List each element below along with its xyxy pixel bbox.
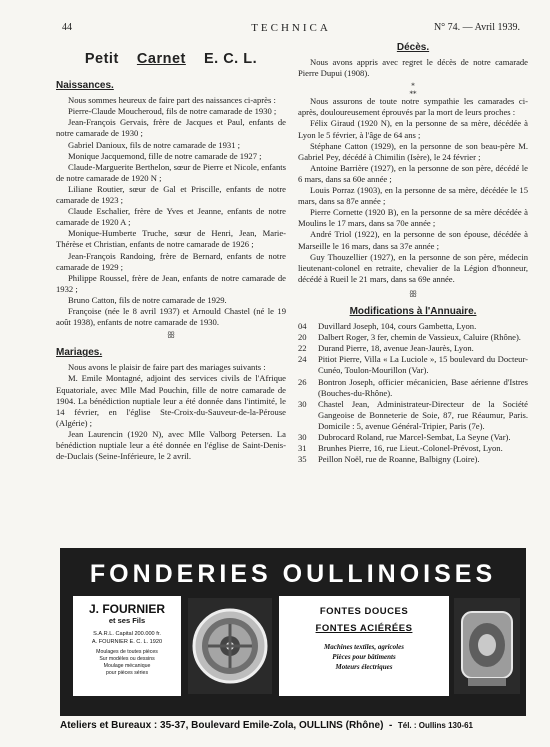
title-part-3: E. C. L.	[203, 51, 258, 67]
ad-title: FONDERIES OULLINOISES	[89, 560, 497, 588]
page-header	[62, 22, 520, 36]
birth-entry: Bruno Catton, fils de notre camarade de 1929.	[68, 294, 227, 305]
company-name: J. FOURNIER	[88, 602, 165, 616]
list-item	[298, 354, 528, 376]
modifications-heading: Modifications à l'Annuaire.	[349, 305, 477, 317]
promo-number: 31	[298, 443, 307, 454]
birth-entry: Claude-Marguerite Berthelon, sœur de Pierre et Nicole, enfants de notre camarade de 1920 N ;	[56, 161, 286, 183]
use-line: Pièces pour bâtiments	[332, 653, 396, 661]
address-text: Durand Pierre, 18, avenue Jean-Jaurès, Lyon.	[318, 343, 474, 354]
list-item	[298, 399, 528, 432]
address-text: Duvillard Joseph, 104, cours Gambetta, Lyon.	[318, 321, 477, 332]
advertisement	[60, 548, 526, 716]
promo-number: 22	[298, 343, 307, 354]
naissances-heading: Naissances.	[56, 80, 114, 92]
specialty-line: pour pièces séries	[105, 670, 149, 676]
deces-sympathie: Nous assurons de toute notre sympathie les camarades ci-après, douloureusement éprouvés par la mort de leurs proches :	[298, 96, 528, 118]
product-line-2: FONTES ACIÉRÉES	[315, 623, 413, 634]
death-entry: Antoine Barrière (1927), en la personne de son père, décédé le 6 mars, dans sa 60e année ;	[298, 162, 528, 184]
specialties-list	[73, 649, 181, 677]
birth-entry: Liliane Routier, sœur de Gal et Priscille, enfants de notre camarade de 1923 ;	[56, 183, 286, 206]
use-line: Moteurs électriques	[335, 663, 393, 671]
mariages-heading: Mariages.	[56, 347, 103, 359]
company-capital: S.A.R.L. Capital 200.000 fr.	[93, 631, 161, 637]
promo-number: 26	[298, 376, 307, 387]
uses-list	[279, 642, 449, 672]
death-entry: André Triol (1922), en la personne de son épouse, décédée à Marseille le 16 mars, dans sa 37e année ;	[298, 229, 528, 251]
birth-entry: Jean-François Randoing, frère de Bernard, enfants de notre camarade de 1929 ;	[56, 250, 286, 272]
list-item	[298, 432, 528, 443]
promo-number: 04	[298, 321, 307, 332]
death-entry: Pierre Cornette (1920 B), en la personne de sa mère décédée à Moulins le 17 mars, dans sa 70e année ;	[298, 207, 528, 229]
birth-entry: Gabriel Danioux, fils de notre camarade de 1931 ;	[68, 139, 241, 150]
birth-entry: Claude Eschalier, frère de Yves et Jeanne, enfants de notre camarade de 1920 A ;	[56, 206, 286, 228]
address-text: Pitiot Pierre, Villa « La Luciole », 15 boulevard du Docteur-Cunéo, Toulon-Mourillon (Var).	[318, 354, 528, 376]
birth-entry: Philippe Roussel, frère de Jean, enfants de notre camarade de 1932 ;	[56, 272, 286, 294]
ad-footer: Ateliers et Bureaux : 35-37, Boulevard Emile-Zola, OULLINS (Rhône) - Tél. : Oullins 130-61	[60, 720, 473, 731]
address-text: Dubrocard Roland, rue Marcel-Sembat, La Seyne (Var).	[318, 432, 511, 442]
death-entry: Stéphane Catton (1929), en la personne de son beau-père M. Gabriel Pey, décédé à Chimilin (Isère), le 24 février ;	[298, 140, 528, 162]
birth-entry: Jean-François Gervais, frère de Jacques et Paul, enfants de notre camarade de 1930 ;	[56, 117, 286, 139]
left-column	[56, 42, 286, 462]
ad-telephone: Tél. : Oullins 130-61	[397, 721, 473, 730]
death-entry: Guy Thouzellier (1927), en la personne de son père, médecin lieutenant-colonel en retraite, chevalier de la Légion d'honneur, décédé à Rueil le 21 mars, dans sa 69e année.	[298, 251, 528, 284]
company-subtitle: et ses Fils	[108, 616, 146, 625]
issue-label: N° 74. — Avril 1939.	[433, 22, 520, 33]
company-member: A. FOURNIER E. C. L. 1920	[91, 639, 163, 645]
naissances-intro: Nous sommes heureux de faire part des naissances ci-après :	[68, 95, 276, 106]
specialty-line: Moulages de toutes pièces	[96, 649, 158, 655]
modifications-list	[298, 321, 528, 465]
list-item	[298, 321, 528, 332]
promo-number: 20	[298, 332, 307, 343]
birth-entry: Françoise (née le 8 avril 1937) et Arnould Chastel (né le 19 août 1938), enfants de notre camarade de 1930.	[56, 305, 286, 328]
right-column	[298, 42, 528, 465]
page-title	[56, 51, 286, 67]
deces-heading: Décès.	[396, 42, 430, 53]
address-text: Dalbert Roger, 3 fer, chemin de Vassieux, Caluire (Rhône).	[318, 332, 521, 343]
list-item	[298, 454, 528, 465]
ornament-icon: ꕥ	[408, 288, 418, 299]
list-item	[298, 377, 528, 399]
page-number: 44	[62, 22, 72, 33]
asterism-icon: ⁎ ⁎⁎	[409, 80, 417, 97]
address-text: Bontron Joseph, officier mécanicien, Base aérienne d'Istres (Bouches-du-Rhône).	[318, 376, 528, 398]
promo-number: 24	[298, 354, 307, 365]
ornament-icon: ꕥ	[166, 330, 176, 341]
specialty-line: Sur modèles ou dessins	[99, 656, 155, 662]
address-text: Peillon Noël, rue de Roanne, Balbigny (Loire).	[318, 454, 480, 465]
product-line-1: FONTES DOUCES	[319, 606, 409, 617]
mariages-intro: Nous avons le plaisir de faire part des mariages suivants :	[68, 362, 266, 373]
ad-address: Ateliers et Bureaux : 35-37, Boulevard Emile-Zola, OULLINS (Rhône)	[60, 720, 384, 731]
products-box	[279, 596, 449, 696]
list-item	[298, 332, 528, 343]
promo-number: 30	[298, 398, 307, 409]
address-text: Brunhes Pierre, 16, rue Lieut.-Colonel-Prévost, Lyon.	[318, 443, 503, 454]
birth-entry: Monique Jacquemond, fille de notre camarade de 1927 ;	[68, 150, 262, 161]
machine-part-illustration-icon	[454, 598, 520, 694]
company-box	[73, 596, 181, 696]
birth-entry: Pierre-Claude Moucheroud, fils de notre camarade de 1930 ;	[68, 106, 277, 117]
journal-title: TECHNICA	[251, 22, 331, 34]
flywheel-illustration-icon	[188, 598, 272, 694]
specialty-line: Moulage mécanique	[103, 663, 151, 669]
marriage-entry: Jean Laurencin (1920 N), avec Mlle Valborg Petersen. La bénédiction nuptiale leur a été donnée en l'église de Saint-Denis-de-Duclais (Seine-Inférieure, le 2 avril.	[56, 428, 286, 462]
deces-intro: Nous avons appris avec regret le décès de notre camarade Pierre Dupui (1908).	[298, 57, 528, 79]
title-part-1: Petit	[84, 51, 119, 67]
birth-entry: Monique-Humberte Truche, sœur de Henri, Jean, Marie-Thérèse et Christian, enfants de notre camarade de 1926 ;	[56, 228, 286, 250]
list-item	[298, 343, 528, 354]
marriage-entry: M. Emile Montagné, adjoint des services civils de l'Afrique Equatoriale, avec Mlle Mad Pouchin, fille de notre camarade de 1904. La bénédiction nuptiale leur a été donnée dans l'intimité, le 14 février, en l'église Ste-Croix-du-Sauveur-de-la-Pérouse (Algérie) ;	[56, 373, 286, 428]
use-line: Machines textiles, agricoles	[324, 643, 404, 651]
list-item	[298, 443, 528, 454]
death-entry: Louis Porraz (1903), en la personne de sa mère, décédée le 15 mars, dans sa 87e année ;	[298, 185, 528, 207]
promo-number: 35	[298, 454, 307, 465]
promo-number: 30	[298, 432, 307, 442]
address-text: Chastel Jean, Administrateur-Directeur de la Société Gangeoise de Bonneterie de Soie, 87, rue Réaumur, Paris. Domicile : 5, avenue Général-Tripier, Paris (7e).	[318, 398, 528, 431]
death-entry: Félix Giraud (1920 N), en la personne de sa mère, décédée à Lyon le 5 février, à l'âge de 64 ans ;	[298, 118, 528, 140]
title-part-2: Carnet	[136, 51, 186, 67]
